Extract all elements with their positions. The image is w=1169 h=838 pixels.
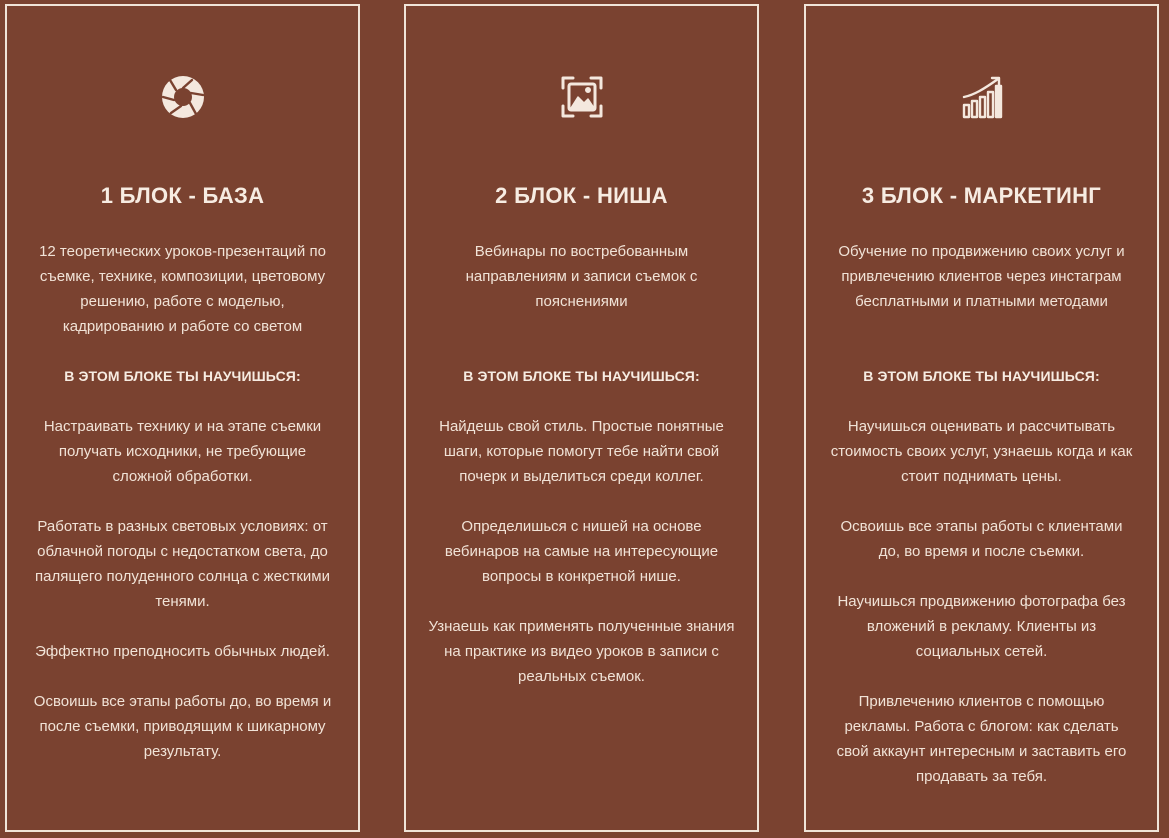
points-list <box>828 414 1135 814</box>
list-item: Привлечению клиентов с помощью рекламы. Работа с блогом: как сделать свой аккаунт интересным и заставить его продавать за тебя. <box>836 693 1127 785</box>
growth-chart-icon <box>958 73 1006 121</box>
list-item: Научишься оценивать и рассчитывать стоимость своих услуг, узнаешь когда и как стоит поднимать цены. <box>830 418 1133 485</box>
card-title: 3 БЛОК - МАРКЕТИНГ <box>861 183 1102 208</box>
list-item: Эффектно преподносить обычных людей. <box>35 643 330 660</box>
list-item: Научишься продвижению фотографа без вложений в рекламу. Клиенты из социальных сетей. <box>837 593 1126 660</box>
learn-heading: В ЭТОМ БЛОКЕ ТЫ НАУЧИШЬСЯ: <box>64 368 301 384</box>
list-item: Работать в разных световых условиях: от облачной погоды с недостатком света, до палящего полуденного солнца с жесткими тенями. <box>35 518 330 610</box>
list-item: Настраивать технику и на этапе съемки получать исходники, не требующие сложной обработки. <box>43 418 322 485</box>
card-title: 1 БЛОК - БАЗА <box>100 183 265 208</box>
card-intro: Вебинары по востребованным направлениям и записи съемок с пояснениями <box>465 243 698 310</box>
camera-aperture-icon <box>159 73 207 121</box>
list-item: Определишься с нишей на основе вебинаров на самые на интересующие вопросы в конкретной нише. <box>444 518 719 585</box>
list-item: Освоишь все этапы работы с клиентами до, во время и после съемки. <box>840 518 1123 560</box>
list-item: Найдешь свой стиль. Простые понятные шаги, которые помогут тебе найти свой почерк и выделиться среди коллег. <box>439 418 724 485</box>
learn-heading: В ЭТОМ БЛОКЕ ТЫ НАУЧИШЬСЯ: <box>863 368 1100 384</box>
image-frame-icon <box>558 73 606 121</box>
card-intro: 12 теоретических уроков-презентаций по съемке, технике, композиции, цветовому решению, работе с моделью, кадрированию и работе со светом <box>39 243 326 335</box>
list-item: Освоишь все этапы работы до, во время и после съемки, приводящим к шикарному результату. <box>33 693 332 760</box>
card-block-3 <box>804 4 1159 832</box>
points-list <box>428 414 735 714</box>
card-block-2 <box>404 4 759 832</box>
list-item: Узнаешь как применять полученные знания на практике из видео уроков в записи с реальных съемок. <box>428 618 735 685</box>
card-intro: Обучение по продвижению своих услуг и привлечению клиентов через инстаграм бесплатными и платными методами <box>838 243 1125 310</box>
points-list <box>29 414 336 789</box>
card-title: 2 БЛОК - НИША <box>495 183 668 208</box>
learn-heading: В ЭТОМ БЛОКЕ ТЫ НАУЧИШЬСЯ: <box>463 368 700 384</box>
card-block-1 <box>5 4 360 832</box>
